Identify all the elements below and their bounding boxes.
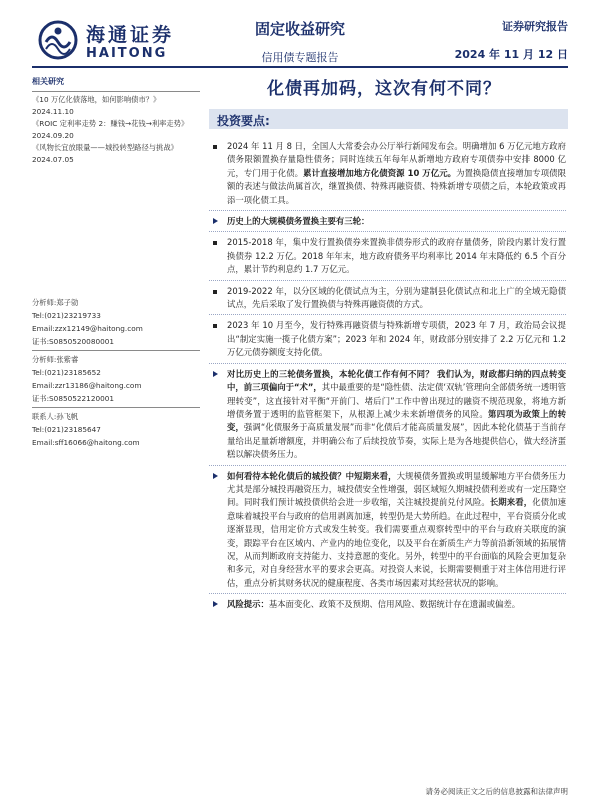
dotted-divider <box>209 280 566 282</box>
logo-text-en: HAITONG <box>86 46 168 61</box>
analyst-card <box>32 296 200 348</box>
paragraph-emphasis: 对比历史上的三轮债务置换，本轮化债工作有何不同？ 我们认为，财政都归纳的四点转变中，前三项偏向于“术”， <box>227 368 566 393</box>
haitong-logo-icon <box>38 20 78 60</box>
section-header <box>209 109 568 129</box>
report-column <box>200 18 400 65</box>
contact-name: 联系人:孙飞帆 <box>32 411 79 421</box>
analyst-tel: Tel:(021)23185652 <box>32 367 101 377</box>
analyst-name: 分析师:张紫睿 <box>32 354 79 364</box>
contact-card <box>32 410 200 449</box>
related-date: 2024.07.05 <box>32 154 74 164</box>
dotted-divider <box>209 465 566 467</box>
header-divider <box>32 66 568 68</box>
paragraph-emphasis: 第四项为政策上的转变， <box>227 408 567 433</box>
paragraph-emphasis: 长期来看， <box>489 497 533 508</box>
risk-label: 风险提示： <box>227 599 269 610</box>
analyst-card <box>32 353 200 405</box>
related-date: 2024.09.20 <box>32 130 74 140</box>
report-meta <box>455 18 568 62</box>
arrow-heading: 历史上的大规模债务置换主要有三轮： <box>209 215 566 228</box>
dotted-divider <box>209 231 566 233</box>
related-date: 2024.11.10 <box>32 106 74 116</box>
paragraph-text: 为置换隐债直接增加专项债限额的表述与做法尚属首次，继置换债、特殊再融资债、特殊新增专项债之后，本轮政策或再添一项化债工具。 <box>227 167 566 205</box>
report-date: 2024 年 11 月 12 日 <box>454 48 568 61</box>
dotted-divider <box>209 593 566 595</box>
analyst-cert: 证书:S0850522120001 <box>32 393 115 403</box>
analyst-name: 分析师:郑子勍 <box>32 298 79 307</box>
contact-email[interactable]: Email:sff16066@haitong.com <box>32 437 140 447</box>
analyst-contacts <box>32 296 200 451</box>
related-heading: 相关研究 <box>32 77 64 86</box>
column-subtitle: 信用债专题报告 <box>261 51 339 64</box>
contact-divider <box>32 407 200 408</box>
analyst-email[interactable]: Email:zzr13186@haitong.com <box>32 380 142 390</box>
footer-disclaimer: 请务必阅读正文之后的信息披露和法律声明 <box>425 787 568 796</box>
paragraph-text: 大规模债务置换或明显缓解地方平台债务压力尤其是部分城投再融资压力，城投债安全性增强，弱区域短久期城投债利差或有一定压降空间。同时我们预计城投债供给会进一步收缩，关注城投提前兑付风险。 <box>227 470 567 508</box>
arrow-paragraph <box>209 470 566 591</box>
bullet-paragraph: 2015-2018 年，集中发行置换债券来置换非债券形式的政府存量债务，阶段内累计发行置换债券 12.2 万亿。2018 年年末，地方政府债务平均利率比 2014 年末降低约 6.5 个百分点，累计节约利息约 1.7 万亿元。 <box>209 236 566 276</box>
related-research <box>32 76 200 166</box>
related-title[interactable]: 《ROIC 定利率走势 2：赚钱→花钱→利率走势》 <box>32 118 189 128</box>
paragraph-text: 强调“化债服务于高质量发展”而非“化债后才能高质量发展”，因此本轮化债基于当前存量给出足量新增额度，并明确公布了后续投放节奏，实际上是为各地提供信心，做大经济蛋糕以解决债务压力。 <box>227 422 566 460</box>
column-title: 固定收益研究 <box>254 20 345 38</box>
paragraph-text: 化债加速意味着城投平台与政府的信用剥离加速，转型仍是大势所趋。在此过程中，平台资质分化或逐渐显现，信用定价方式或发生转变。我们需要重点观察转型中的平台与政府关联度的演变，跟踪平台在区域内、产业内的地位变化，以及平台在新质生产力等前沿新领域的拓展情况，从而判断政府支持能力、支持意愿的变化。另外，转型中的平台面临的风险会更加复杂和多元，对自身经营水平的要求会更高。对投资人来说，长期需要侧重于对主体信用进行评估，重点分析其财务状况的健康程度、各类市场因素对其经营状况的影响。 <box>227 497 567 588</box>
contact-divider <box>32 350 200 351</box>
company-logo <box>38 16 188 64</box>
dotted-divider <box>209 210 566 212</box>
report-title: 化债再加码，这次有何不同？ <box>267 79 501 99</box>
section-label: 投资要点: <box>217 114 270 128</box>
related-title[interactable]: 《风物长宜放眼量——城投转型路径与挑战》 <box>32 142 178 152</box>
risk-text: 基本面变化、政策不及预期、信用风险、数据统计存在遗漏或偏差。 <box>268 599 521 610</box>
bullet-paragraph: 2019-2022 年，以分区域的化债试点为主，分别为建制县化债试点和北上广的全域无隐债试点，先后采取了发行置换债与特殊再融资债的方式。 <box>209 285 566 312</box>
risk-warning <box>209 598 566 611</box>
analyst-email[interactable]: Email:zzx12149@haitong.com <box>32 324 143 333</box>
paragraph-text: 2024 年 11 月 8 日，全国人大常委会办公厅举行新闻发布会。明确增加 6 万亿元地方政府债务限额置换存量隐性债务；同时连续五年每年从新增地方政府专项债券中安排 8000 亿元，专门用于化债。 <box>227 141 566 178</box>
analyst-tel: Tel:(021)23219733 <box>32 311 101 320</box>
contact-tel: Tel:(021)23185647 <box>32 424 101 434</box>
related-title[interactable]: 《10 万亿化债落地，如何影响债市？》 <box>32 94 161 104</box>
bullet-paragraph <box>209 140 566 207</box>
analyst-cert: 证书:S0850520080001 <box>32 337 115 346</box>
bullet-paragraph: 2023 年 10 月至今，发行特殊再融资债与特殊新增专项债，2023 年 7 月，政治局会议提出“制定实施一揽子化债方案”；2023 年和 2024 年，财政部分别安排了 2.2 万亿元和 1.2 万亿元债券额度支持化债。 <box>209 319 566 359</box>
paragraph-emphasis: 累计直接增加地方化债资源 10 万亿元。 <box>303 167 457 178</box>
dotted-divider <box>209 314 566 316</box>
dotted-divider <box>209 363 566 365</box>
report-body <box>209 140 566 612</box>
paragraph-text: 其中最重要的是“隐性债、法定债‘双轨’管理向全部债务统一透明管理转变”，这直接针对平衡“开前门、堵后门”工作中曾出现过的融资不规范现象，将地方新增债务置于透明的监管框架下，从根源上减少未来新增债务的风险。 <box>227 382 566 419</box>
sidebar-divider <box>32 91 200 92</box>
logo-text-cn: 海通证券 <box>86 24 175 46</box>
arrow-paragraph <box>209 368 566 462</box>
paragraph-emphasis: 如何看待本轮化债后的城投债？中短期来看， <box>227 470 397 481</box>
report-type: 证券研究报告 <box>502 20 568 33</box>
